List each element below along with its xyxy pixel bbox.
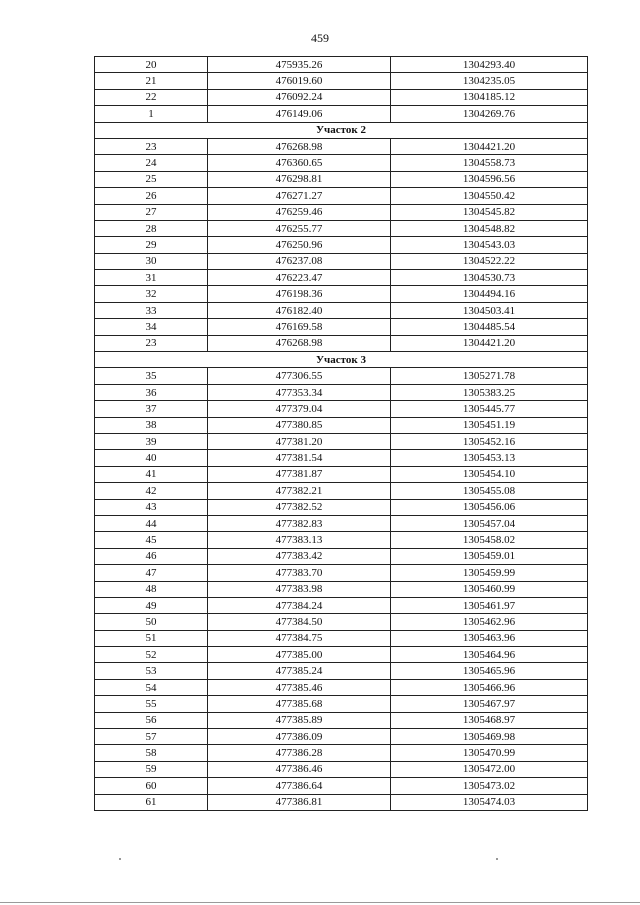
x-coordinate-cell: 476298.81 (208, 171, 391, 187)
x-coordinate-cell: 477385.00 (208, 647, 391, 663)
point-number-cell: 22 (95, 89, 208, 105)
table-row (95, 515, 588, 531)
y-coordinate-cell: 1305461.97 (391, 597, 588, 613)
point-number-cell: 58 (95, 745, 208, 761)
x-coordinate-cell: 476259.46 (208, 204, 391, 220)
x-coordinate-cell: 477386.09 (208, 729, 391, 745)
scan-speck (119, 858, 121, 860)
point-number-cell: 23 (95, 335, 208, 351)
table-row (95, 647, 588, 663)
section-title: Участок 2 (95, 122, 588, 138)
x-coordinate-cell: 476019.60 (208, 73, 391, 89)
scan-speck (496, 858, 498, 860)
x-coordinate-cell: 477386.28 (208, 745, 391, 761)
y-coordinate-cell: 1305459.01 (391, 548, 588, 564)
x-coordinate-cell: 477385.68 (208, 696, 391, 712)
x-coordinate-cell: 476237.08 (208, 253, 391, 269)
table-row (95, 73, 588, 89)
y-coordinate-cell: 1304494.16 (391, 286, 588, 302)
x-coordinate-cell: 477385.46 (208, 679, 391, 695)
x-coordinate-cell: 477379.04 (208, 401, 391, 417)
point-number-cell: 25 (95, 171, 208, 187)
point-number-cell: 21 (95, 73, 208, 89)
point-number-cell: 29 (95, 237, 208, 253)
y-coordinate-cell: 1305457.04 (391, 515, 588, 531)
table-row (95, 319, 588, 335)
y-coordinate-cell: 1305470.99 (391, 745, 588, 761)
table-row (95, 548, 588, 564)
y-coordinate-cell: 1304235.05 (391, 73, 588, 89)
point-number-cell: 28 (95, 220, 208, 236)
table-row (95, 171, 588, 187)
x-coordinate-cell: 477380.85 (208, 417, 391, 433)
point-number-cell: 46 (95, 548, 208, 564)
table-row (95, 57, 588, 73)
y-coordinate-cell: 1305466.96 (391, 679, 588, 695)
point-number-cell: 26 (95, 188, 208, 204)
table-row (95, 565, 588, 581)
table-row (95, 532, 588, 548)
x-coordinate-cell: 476182.40 (208, 302, 391, 318)
y-coordinate-cell: 1304545.82 (391, 204, 588, 220)
point-number-cell: 33 (95, 302, 208, 318)
y-coordinate-cell: 1304503.41 (391, 302, 588, 318)
x-coordinate-cell: 477384.24 (208, 597, 391, 613)
table-row (95, 138, 588, 154)
table-row (95, 253, 588, 269)
point-number-cell: 1 (95, 106, 208, 122)
x-coordinate-cell: 477306.55 (208, 368, 391, 384)
table-row (95, 761, 588, 777)
table-row (95, 188, 588, 204)
y-coordinate-cell: 1305467.97 (391, 696, 588, 712)
scan-edge-line (0, 902, 640, 903)
y-coordinate-cell: 1305464.96 (391, 647, 588, 663)
table-row (95, 778, 588, 794)
y-coordinate-cell: 1304522.22 (391, 253, 588, 269)
table-row (95, 614, 588, 630)
table-row (95, 433, 588, 449)
x-coordinate-cell: 476271.27 (208, 188, 391, 204)
x-coordinate-cell: 477384.50 (208, 614, 391, 630)
table-row (95, 450, 588, 466)
table-row (95, 286, 588, 302)
table-row (95, 106, 588, 122)
table-row (95, 483, 588, 499)
section-header-row (95, 352, 588, 368)
y-coordinate-cell: 1305456.06 (391, 499, 588, 515)
x-coordinate-cell: 477386.46 (208, 761, 391, 777)
y-coordinate-cell: 1305453.13 (391, 450, 588, 466)
point-number-cell: 42 (95, 483, 208, 499)
x-coordinate-cell: 477386.81 (208, 794, 391, 810)
coordinates-table-body (95, 57, 588, 811)
point-number-cell: 30 (95, 253, 208, 269)
table-row (95, 745, 588, 761)
table-row (95, 335, 588, 351)
table-row (95, 466, 588, 482)
y-coordinate-cell: 1304596.56 (391, 171, 588, 187)
x-coordinate-cell: 477381.20 (208, 433, 391, 449)
point-number-cell: 37 (95, 401, 208, 417)
table-row (95, 597, 588, 613)
point-number-cell: 41 (95, 466, 208, 482)
x-coordinate-cell: 476268.98 (208, 335, 391, 351)
point-number-cell: 34 (95, 319, 208, 335)
point-number-cell: 32 (95, 286, 208, 302)
table-row (95, 155, 588, 171)
y-coordinate-cell: 1305460.99 (391, 581, 588, 597)
y-coordinate-cell: 1305454.10 (391, 466, 588, 482)
x-coordinate-cell: 477385.89 (208, 712, 391, 728)
table-row (95, 712, 588, 728)
point-number-cell: 24 (95, 155, 208, 171)
point-number-cell: 52 (95, 647, 208, 663)
y-coordinate-cell: 1304421.20 (391, 138, 588, 154)
y-coordinate-cell: 1304548.82 (391, 220, 588, 236)
point-number-cell: 31 (95, 270, 208, 286)
x-coordinate-cell: 476250.96 (208, 237, 391, 253)
x-coordinate-cell: 477382.83 (208, 515, 391, 531)
x-coordinate-cell: 477385.24 (208, 663, 391, 679)
x-coordinate-cell: 477353.34 (208, 384, 391, 400)
y-coordinate-cell: 1305473.02 (391, 778, 588, 794)
point-number-cell: 38 (95, 417, 208, 433)
y-coordinate-cell: 1305458.02 (391, 532, 588, 548)
point-number-cell: 40 (95, 450, 208, 466)
point-number-cell: 43 (95, 499, 208, 515)
point-number-cell: 20 (95, 57, 208, 73)
y-coordinate-cell: 1304485.54 (391, 319, 588, 335)
x-coordinate-cell: 477381.87 (208, 466, 391, 482)
point-number-cell: 57 (95, 729, 208, 745)
page-number: 459 (311, 31, 329, 45)
point-number-cell: 35 (95, 368, 208, 384)
table-row (95, 581, 588, 597)
point-number-cell: 61 (95, 794, 208, 810)
x-coordinate-cell: 477386.64 (208, 778, 391, 794)
y-coordinate-cell: 1304543.03 (391, 237, 588, 253)
x-coordinate-cell: 476255.77 (208, 220, 391, 236)
section-title: Участок 3 (95, 352, 588, 368)
x-coordinate-cell: 477381.54 (208, 450, 391, 466)
x-coordinate-cell: 475935.26 (208, 57, 391, 73)
x-coordinate-cell: 476149.06 (208, 106, 391, 122)
table-row (95, 89, 588, 105)
x-coordinate-cell: 476198.36 (208, 286, 391, 302)
y-coordinate-cell: 1305271.78 (391, 368, 588, 384)
table-row (95, 368, 588, 384)
point-number-cell: 45 (95, 532, 208, 548)
x-coordinate-cell: 477383.42 (208, 548, 391, 564)
y-coordinate-cell: 1304185.12 (391, 89, 588, 105)
point-number-cell: 56 (95, 712, 208, 728)
y-coordinate-cell: 1305474.03 (391, 794, 588, 810)
point-number-cell: 54 (95, 679, 208, 695)
x-coordinate-cell: 477383.98 (208, 581, 391, 597)
y-coordinate-cell: 1304269.76 (391, 106, 588, 122)
table-row (95, 679, 588, 695)
x-coordinate-cell: 477382.21 (208, 483, 391, 499)
table-row (95, 696, 588, 712)
point-number-cell: 39 (95, 433, 208, 449)
x-coordinate-cell: 476092.24 (208, 89, 391, 105)
y-coordinate-cell: 1305469.98 (391, 729, 588, 745)
table-row (95, 204, 588, 220)
point-number-cell: 59 (95, 761, 208, 777)
point-number-cell: 27 (95, 204, 208, 220)
table-row (95, 729, 588, 745)
table-row (95, 401, 588, 417)
y-coordinate-cell: 1305463.96 (391, 630, 588, 646)
table-row (95, 220, 588, 236)
y-coordinate-cell: 1305451.19 (391, 417, 588, 433)
point-number-cell: 49 (95, 597, 208, 613)
table-row (95, 384, 588, 400)
point-number-cell: 53 (95, 663, 208, 679)
x-coordinate-cell: 476268.98 (208, 138, 391, 154)
table-row (95, 302, 588, 318)
y-coordinate-cell: 1305472.00 (391, 761, 588, 777)
y-coordinate-cell: 1304421.20 (391, 335, 588, 351)
table-row (95, 630, 588, 646)
y-coordinate-cell: 1305383.25 (391, 384, 588, 400)
y-coordinate-cell: 1305455.08 (391, 483, 588, 499)
point-number-cell: 50 (95, 614, 208, 630)
y-coordinate-cell: 1305465.96 (391, 663, 588, 679)
y-coordinate-cell: 1304558.73 (391, 155, 588, 171)
point-number-cell: 55 (95, 696, 208, 712)
x-coordinate-cell: 477382.52 (208, 499, 391, 515)
point-number-cell: 60 (95, 778, 208, 794)
y-coordinate-cell: 1305452.16 (391, 433, 588, 449)
coordinates-table (94, 56, 588, 811)
x-coordinate-cell: 477384.75 (208, 630, 391, 646)
section-header-row (95, 122, 588, 138)
y-coordinate-cell: 1305459.99 (391, 565, 588, 581)
table-row (95, 417, 588, 433)
point-number-cell: 36 (95, 384, 208, 400)
y-coordinate-cell: 1304550.42 (391, 188, 588, 204)
table-row (95, 499, 588, 515)
table-row (95, 794, 588, 810)
point-number-cell: 47 (95, 565, 208, 581)
y-coordinate-cell: 1305468.97 (391, 712, 588, 728)
point-number-cell: 44 (95, 515, 208, 531)
x-coordinate-cell: 477383.13 (208, 532, 391, 548)
table-row (95, 270, 588, 286)
point-number-cell: 51 (95, 630, 208, 646)
table-row (95, 663, 588, 679)
y-coordinate-cell: 1304530.73 (391, 270, 588, 286)
table-row (95, 237, 588, 253)
x-coordinate-cell: 476360.65 (208, 155, 391, 171)
y-coordinate-cell: 1305445.77 (391, 401, 588, 417)
x-coordinate-cell: 476169.58 (208, 319, 391, 335)
point-number-cell: 23 (95, 138, 208, 154)
y-coordinate-cell: 1304293.40 (391, 57, 588, 73)
x-coordinate-cell: 477383.70 (208, 565, 391, 581)
x-coordinate-cell: 476223.47 (208, 270, 391, 286)
point-number-cell: 48 (95, 581, 208, 597)
y-coordinate-cell: 1305462.96 (391, 614, 588, 630)
